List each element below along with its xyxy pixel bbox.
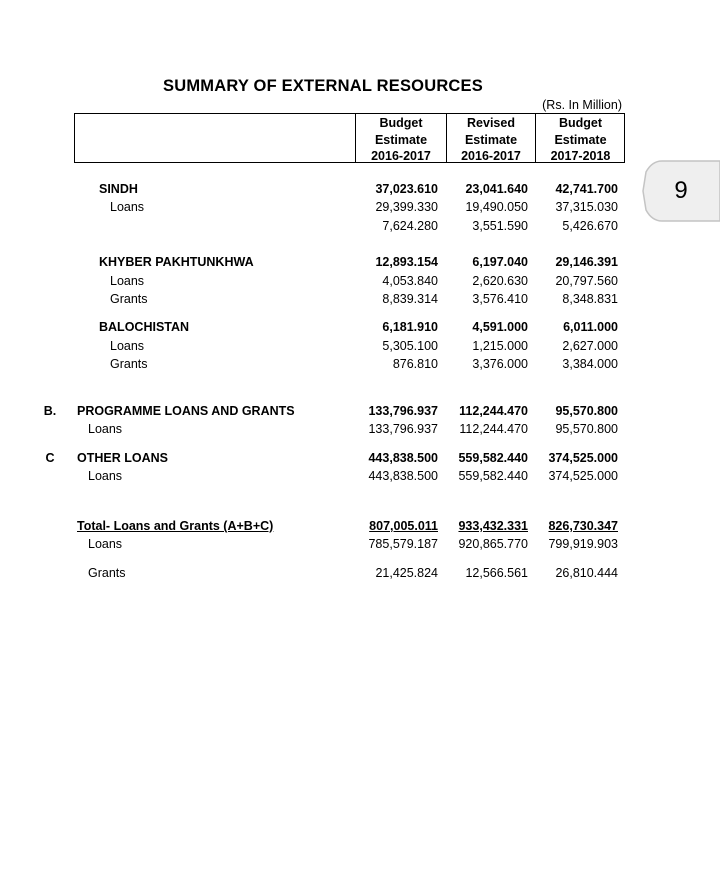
table-row bbox=[0, 199, 720, 215]
cell-budget-2017: 6,011.000 bbox=[563, 320, 618, 334]
table-row bbox=[0, 319, 720, 335]
cell-budget-2017: 26,810.444 bbox=[555, 566, 618, 580]
cell-revised-2016: 1,215.000 bbox=[472, 339, 528, 353]
page-number: 9 bbox=[674, 177, 688, 204]
section-marker: B. bbox=[43, 404, 57, 418]
cell-budget-2017: 20,797.560 bbox=[555, 274, 618, 288]
table-row bbox=[0, 181, 720, 197]
header-col-budget-2017: Budget Estimate 2017-2018 bbox=[550, 116, 611, 163]
units-note: (Rs. In Million) bbox=[542, 98, 622, 112]
table-row bbox=[0, 291, 720, 307]
cell-budget-2016: 29,399.330 bbox=[375, 200, 438, 214]
cell-budget-2016: 876.810 bbox=[392, 357, 438, 371]
cell-budget-2017: 37,315.030 bbox=[555, 200, 618, 214]
cell-revised-2016: 23,041.640 bbox=[465, 182, 528, 196]
table-row bbox=[0, 450, 720, 466]
cell-budget-2016: 443,838.500 bbox=[368, 451, 438, 465]
table-row bbox=[0, 273, 720, 289]
cell-revised-2016: 12,566.561 bbox=[465, 566, 528, 580]
cell-revised-2016: 4,591.000 bbox=[472, 320, 528, 334]
row-label: Loans bbox=[88, 469, 123, 483]
row-label: Loans bbox=[110, 339, 145, 353]
table-row bbox=[0, 218, 720, 234]
cell-revised-2016: 6,197.040 bbox=[472, 255, 528, 269]
cell-budget-2017: 826,730.347 bbox=[548, 519, 618, 533]
table-row bbox=[0, 565, 720, 581]
cell-budget-2017: 5,426.670 bbox=[562, 219, 618, 233]
cell-revised-2016: 920,865.770 bbox=[458, 537, 528, 551]
row-label: SINDH bbox=[99, 182, 138, 196]
cell-budget-2016: 443,838.500 bbox=[368, 469, 438, 483]
cell-revised-2016: 3,576.410 bbox=[472, 292, 528, 306]
row-label: Loans bbox=[110, 200, 145, 214]
cell-budget-2016: 6,181.910 bbox=[382, 320, 438, 334]
cell-budget-2017: 8,348.831 bbox=[562, 292, 618, 306]
page-title: SUMMARY OF EXTERNAL RESOURCES bbox=[163, 77, 483, 95]
cell-budget-2016: 133,796.937 bbox=[368, 422, 438, 436]
cell-budget-2016: 785,579.187 bbox=[368, 537, 438, 551]
table-row bbox=[0, 536, 720, 552]
cell-revised-2016: 112,244.470 bbox=[459, 422, 528, 436]
section-marker: C bbox=[45, 451, 55, 465]
cell-revised-2016: 2,620.630 bbox=[472, 274, 528, 288]
cell-budget-2017: 29,146.391 bbox=[555, 255, 618, 269]
cell-budget-2017: 3,384.000 bbox=[562, 357, 618, 371]
cell-revised-2016: 933,432.331 bbox=[458, 519, 528, 533]
row-label: PROGRAMME LOANS AND GRANTS bbox=[77, 404, 295, 418]
table-row bbox=[0, 468, 720, 484]
row-label: Loans bbox=[88, 537, 123, 551]
row-label: OTHER LOANS bbox=[77, 451, 168, 465]
cell-revised-2016: 3,376.000 bbox=[472, 357, 528, 371]
table-row bbox=[0, 254, 720, 270]
cell-budget-2017: 799,919.903 bbox=[548, 537, 618, 551]
table-row bbox=[0, 338, 720, 354]
cell-budget-2017: 95,570.800 bbox=[555, 422, 618, 436]
cell-revised-2016: 112,244.470 bbox=[459, 404, 528, 418]
row-label: Grants bbox=[110, 357, 148, 371]
cell-revised-2016: 559,582.440 bbox=[458, 451, 528, 465]
table-header bbox=[74, 113, 625, 163]
cell-budget-2016: 37,023.610 bbox=[375, 182, 438, 196]
cell-budget-2016: 7,624.280 bbox=[382, 219, 438, 233]
cell-budget-2016: 21,425.824 bbox=[375, 566, 438, 580]
cell-budget-2016: 8,839.314 bbox=[382, 292, 438, 306]
cell-budget-2017: 42,741.700 bbox=[555, 182, 618, 196]
row-label: Grants bbox=[110, 292, 148, 306]
cell-budget-2016: 133,796.937 bbox=[368, 404, 438, 418]
row-label: BALOCHISTAN bbox=[99, 320, 190, 334]
cell-revised-2016: 559,582.440 bbox=[458, 469, 528, 483]
header-col-budget-2016: Budget Estimate 2016-2017 bbox=[371, 116, 431, 163]
cell-budget-2016: 807,005.011 bbox=[369, 519, 438, 533]
cell-budget-2016: 12,893.154 bbox=[375, 255, 438, 269]
row-label: KHYBER PAKHTUNKHWA bbox=[99, 255, 254, 269]
cell-budget-2016: 4,053.840 bbox=[382, 274, 438, 288]
cell-revised-2016: 19,490.050 bbox=[465, 200, 528, 214]
row-label: Grants bbox=[88, 566, 126, 580]
header-col-revised-2016: Revised Estimate 2016-2017 bbox=[461, 116, 521, 163]
table-row bbox=[0, 518, 720, 534]
cell-revised-2016: 3,551.590 bbox=[472, 219, 528, 233]
table-row bbox=[0, 356, 720, 372]
total-label: Total- Loans and Grants (A+B+C) bbox=[77, 519, 274, 533]
row-label: Loans bbox=[88, 422, 123, 436]
table-row bbox=[0, 403, 720, 419]
cell-budget-2017: 374,525.000 bbox=[548, 451, 618, 465]
cell-budget-2017: 2,627.000 bbox=[562, 339, 618, 353]
row-label: Loans bbox=[110, 274, 145, 288]
table-row bbox=[0, 421, 720, 437]
cell-budget-2017: 95,570.800 bbox=[555, 404, 618, 418]
cell-budget-2016: 5,305.100 bbox=[382, 339, 438, 353]
cell-budget-2017: 374,525.000 bbox=[548, 469, 618, 483]
